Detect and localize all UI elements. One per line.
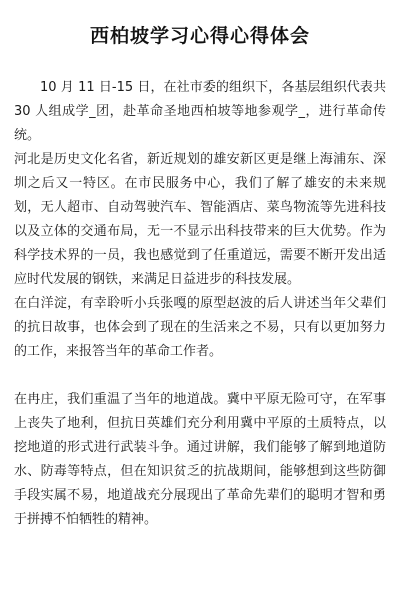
paragraph-intro: 10 月 11 日-15 日，在社市委的组织下，各基层组织代表共 30 人组成学_团，赴革命圣地西柏坡等地参观学_，进行革命传统。 bbox=[14, 80, 386, 143]
paragraph-hebei: 河北是历史文化名省，新近规划的雄安新区更是继上海浦东、深圳之后又一特区。在市民服务中心，我们了解了雄安的未来规划，无人超市、自动驾驶汽车、智能酒店、菜鸟物流等先进科技以及立体的交通布局，无一不显示出科技带来的巨大优势。作为科学技术界的一员，我也感觉到了任重道远，需要不断开发出适应时代发展的钢铁，来满足日益进步的科技发展。 bbox=[14, 152, 386, 287]
paragraph-ranzhuang: 在冉庄，我们重温了当年的地道战。冀中平原无险可守，在军事上丧失了地利，但抗日英雄们充分利用冀中平原的土质特点，以挖地道的形式进行武装斗争。通过讲解，我们能够了解到地道防水、防毒等特点，但在知识贫乏的抗战期间，能够想到这些防御手段实属不易，地道战充分展现出了革命先辈们的聪明才智和勇于拼搏不怕牺牲的精神。 bbox=[14, 392, 386, 527]
document-title: 西柏坡学习心得心得体会 bbox=[89, 25, 310, 47]
paragraph-spacer bbox=[14, 364, 386, 388]
paragraph-baiyangdian: 在白洋淀，有幸聆听小兵张嘎的原型赵波的后人讲述当年父辈们的抗日故事，也体会到了现在的生活来之不易，只有以更加努力的工作，来报答当年的革命工作者。 bbox=[14, 296, 386, 359]
